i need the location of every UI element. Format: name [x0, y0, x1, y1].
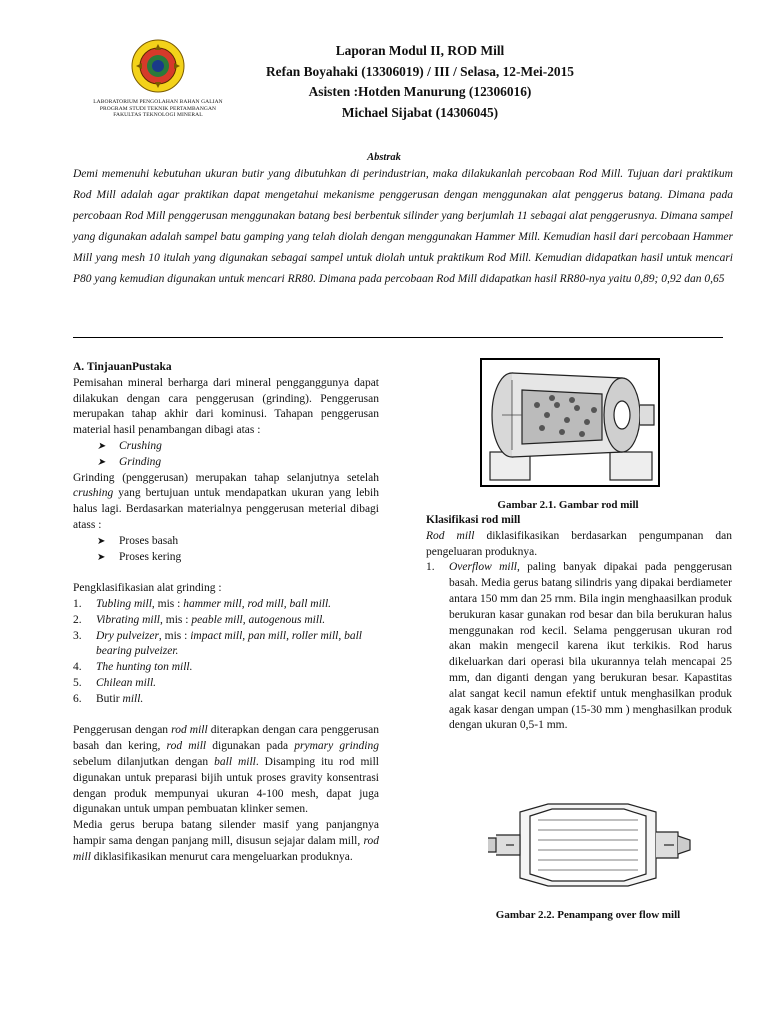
classification-intro: Pengklasifikasian alat grinding : [73, 582, 222, 595]
class-item: 1. Tubling mill, mis : hammer mill, rod mill, ball mill. [73, 597, 332, 610]
overflow-mill-figure [478, 790, 698, 900]
class-item: 5. Chilean mill. [73, 676, 157, 689]
rodmill-paragraph: Penggerusan dengan rod mill diterapkan dengan cara penggerusan basah dan kering, rod mill digunakan pada prymary grinding sebelum dilanjutkan dengan ball mill. Disamping itu rod mill digunakan untuk preparasi bijih untuk proses gravity konsentrasi dengan produk mempunyai ukuran 4-100 mesh, dapat juga digunakan untuk umpan pembuatan klinker semen. [73, 724, 379, 816]
logo-caption-2: PROGRAM STUDI TEKNIK PERTAMBANGAN [99, 105, 217, 112]
process-item: ➤ Proses basah [73, 534, 379, 550]
overflow-mill-item: 1. Overflow mill, paling banyak dipakai pada penggerusan basah. Media gerus batang silindris yang dipakai berdiameter antara 150 mm dan 25 rnm. Bila ingin menghaasilkan produk berukuran kasar gunakan rod besar dan bila berukuran halus menggunakan rod kecil. Selama penggerusan ukuran rod akan makin mengecil karena ikut terkikis. Rod harus dikeluarkan dari operasi bila ukurannya telah mencapai 25 mm, dan diganti dengan yang berukuran besar. Kapastitas alat sangat kecil namun efektif untuk menghasilkan produk agak kasar dengan umpan (15-30 mm ) menghasilkan produk dengan ukuran 0,5-1 mm. [426, 561, 732, 732]
class-item: 4. The hunting ton mill. [73, 661, 193, 674]
institute-seal-icon [123, 38, 193, 94]
right-column [426, 513, 732, 734]
author-line: Refan Boyahaki (13306019) / III / Selasa, 12-Mei-2015 [266, 64, 574, 79]
section-divider [73, 337, 723, 338]
process-item: ➤ Proses kering [73, 550, 379, 566]
intro-paragraph: Pemisahan mineral berharga dari mineral pengganggunya dapat dilakukan dengan cara penggerusan (grinding). Penggerusan merupakan tahap akhir dari kominusi. Tahapan penggerusan material hasil penambangan dibagi atas : [73, 376, 379, 437]
arrow-bullet-icon: ➤ [97, 551, 106, 563]
logo-caption-1: LABORATORIUM PENGOLAHAN BAHAN GALIAN [93, 99, 223, 105]
grinding-paragraph: Grinding (penggerusan) merupakan tahap selanjutnya setelah crushing yang bertujuan untuk mendapatkan ukuran yang lebih halus lagi. Berdasarkan materialnya penggerusan meterial dibagi atass : [73, 471, 379, 531]
left-column [73, 360, 379, 866]
class-item: 6. Butir mill. [73, 692, 144, 705]
arrow-bullet-icon: ➤ [97, 535, 106, 547]
stage-item: ➤ Crushing [73, 439, 379, 455]
rod-mill-figure [480, 358, 660, 487]
section-heading: A. TinjauanPustaka [73, 361, 172, 373]
arrow-bullet-icon: ➤ [97, 456, 106, 468]
assistant-line: Asisten :Hotden Manurung (12306016) [308, 84, 532, 99]
abstract-heading: Abstrak [367, 152, 401, 163]
arrow-bullet-icon: ➤ [97, 440, 106, 452]
class-item: 3. Dry pulveizer, mis : impact mill, pan mill, roller mill, ball bearing pulveizer. [73, 629, 362, 658]
stage-item: ➤ Grinding [73, 455, 379, 471]
class-item: 2. Vibrating mill, mis : peable mill, autogenous mill. [73, 613, 326, 626]
figure-2-caption: Gambar 2.2. Penampang over flow mill [495, 909, 681, 921]
rod-mill-drawing-icon [482, 360, 658, 485]
classification-intro-paragraph: Rod mill diklasifikasikan berdasarkan pengumpanan dan pengeluaran produknya. [426, 529, 732, 558]
figure-1-caption: Gambar 2.1. Gambar rod mill [497, 499, 639, 511]
overflow-mill-section-icon [478, 790, 698, 900]
logo-caption-3: FAKULTAS TEKNOLOGI MINERAL [113, 112, 203, 118]
abstract-text: Demi memenuhi kebutuhan ukuran butir yang dibutuhkan di perindustrian, maka dilakukanlah percobaan Rod Mill. Tujuan dari praktikum Rod Mill adalah agar praktikan dapat mengetahui mekanisme penggerusan dengan menggunakan alat penggerus batang. Dimana pada percobaan Rod Mill penggerusan menggunakan batang besi berbentuk silinder yang berjumlah 11 sebagai alat penggerusnya. Dimana sampel yang digunakan adalah sampel batu gamping yang telah diolah dengan menggunakan Hammer Mill. Kemudian hasil dari percobaan Hammer Mill yang mesh 10 itulah yang digunakan sebagai sampel untuk diolah untuk praktikum Rod Mill. Kemudian didapatkan hasil untuk mencari P80 yang kemudian digunakan untuk mencari RR80. Dimana pada percobaan Rod Mill didapatkan hasil RR80-nya yaitu 0,89; 0,92 dan 0,65 [73, 168, 733, 285]
classification-heading: Klasifikasi rod mill [426, 514, 521, 526]
report-title: Laporan Modul II, ROD Mill [335, 43, 505, 58]
assistant-line-2: Michael Sijabat (14306045) [341, 105, 499, 120]
media-paragraph: Media gerus berupa batang silender masif yang panjangnya hampir sama dengan panjang mill, disusun sejajar dalam mill, rod mill diklasifikasikan menurut cara mengeluarkan produknya. [73, 819, 379, 863]
